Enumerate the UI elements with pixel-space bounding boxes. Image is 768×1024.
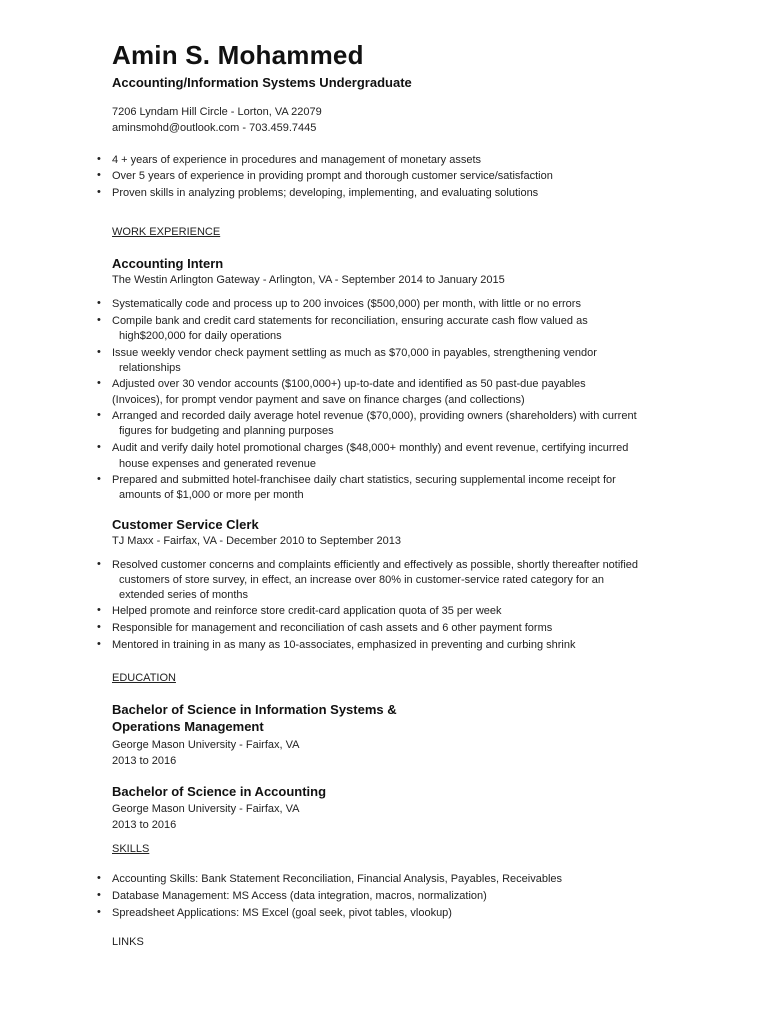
bullet-icon: • xyxy=(97,604,101,616)
education-years: 2013 to 2016 xyxy=(112,755,177,767)
job-bullet-continuation: amounts of $1,000 or more per month xyxy=(119,489,304,501)
school-line: George Mason University - Fairfax, VA xyxy=(112,739,300,751)
bullet-icon: • xyxy=(97,638,101,650)
bullet-icon: • xyxy=(97,558,101,570)
bullet-icon: • xyxy=(97,906,101,918)
bullet-icon: • xyxy=(97,409,101,421)
job-bullet: Helped promote and reinforce store credit-card application quota of 35 per week xyxy=(112,605,502,617)
bullet-icon: • xyxy=(97,377,101,389)
job-bullet-continuation: extended series of months xyxy=(119,589,249,601)
school-line: George Mason University - Fairfax, VA xyxy=(112,803,300,815)
degree-title: Bachelor of Science in Information Systems & xyxy=(112,702,397,717)
job-bullet-continuation: high$200,000 for daily operations xyxy=(119,330,282,342)
skill-item: Spreadsheet Applications: MS Excel (goal seek, pivot tables, vlookup) xyxy=(112,907,452,919)
summary-item: Proven skills in analyzing problems; developing, implementing, and evaluating solutions xyxy=(112,187,539,199)
bullet-icon: • xyxy=(97,153,101,165)
job-bullet: Mentored in training in as many as 10-associates, emphasized in preventing and curbing shrink xyxy=(112,639,576,651)
skill-item: Database Management: MS Access (data integration, macros, normalization) xyxy=(112,890,487,902)
bullet-icon: • xyxy=(97,441,101,453)
address-line: 7206 Lyndam Hill Circle - Lorton, VA 22079 xyxy=(112,106,322,118)
job-bullet-continuation: house expenses and generated revenue xyxy=(119,458,316,470)
job-bullet: Responsible for management and reconciliation of cash assets and 6 other payment forms xyxy=(112,622,553,634)
job-bullet: Audit and verify daily hotel promotional charges ($48,000+ monthly) and event revenue, certifying incurred xyxy=(112,442,629,454)
job-bullet-continuation: (Invoices), for prompt vendor payment and save on finance charges (and collections) xyxy=(112,394,525,406)
job-bullet: Arranged and recorded daily average hotel revenue ($70,000), providing owners (shareholders) with current xyxy=(112,410,637,422)
summary-item: Over 5 years of experience in providing prompt and thorough customer service/satisfaction xyxy=(112,170,553,182)
job-bullet: Adjusted over 30 vendor accounts ($100,000+) up-to-date and identified as 50 past-due payables xyxy=(112,378,586,390)
job-bullet: Resolved customer concerns and complaints efficiently and effectively as possible, shortly thereafter notified xyxy=(112,559,639,571)
job-bullet-continuation: figures for budgeting and planning purposes xyxy=(119,425,334,437)
job-bullet: Prepared and submitted hotel-franchisee daily chart statistics, securing supplemental income receipt for xyxy=(112,474,616,486)
work-experience-heading: WORK EXPERIENCE xyxy=(112,226,221,238)
bullet-icon: • xyxy=(97,473,101,485)
skills-heading: SKILLS xyxy=(112,843,150,855)
job-title: Customer Service Clerk xyxy=(112,517,259,532)
bullet-icon: • xyxy=(97,186,101,198)
bullet-icon: • xyxy=(97,346,101,358)
summary-item: 4 + years of experience in procedures and management of monetary assets xyxy=(112,154,482,166)
candidate-subtitle: Accounting/Information Systems Undergraduate xyxy=(112,75,412,90)
education-years: 2013 to 2016 xyxy=(112,819,177,831)
education-heading: EDUCATION xyxy=(112,672,176,684)
job-bullet-continuation: customers of store survey, in effect, an increase over 80% in customer-service rated category for an xyxy=(119,574,605,586)
job-bullet: Issue weekly vendor check payment settling as much as $70,000 in payables, strengthening vendor xyxy=(112,347,597,359)
contact-line: aminsmohd@outlook.com - 703.459.7445 xyxy=(112,122,317,134)
bullet-icon: • xyxy=(97,297,101,309)
job-bullet: Systematically code and process up to 200 invoices ($500,000) per month, with little or no errors xyxy=(112,298,581,310)
degree-title: Bachelor of Science in Accounting xyxy=(112,784,327,799)
job-title: Accounting Intern xyxy=(112,256,224,271)
bullet-icon: • xyxy=(97,872,101,884)
bullet-icon: • xyxy=(97,314,101,326)
degree-title-continuation: Operations Management xyxy=(112,719,264,734)
bullet-icon: • xyxy=(97,889,101,901)
bullet-icon: • xyxy=(97,621,101,633)
job-meta: The Westin Arlington Gateway - Arlington, VA - September 2014 to January 2015 xyxy=(112,274,505,286)
skill-item: Accounting Skills: Bank Statement Reconciliation, Financial Analysis, Payables, Receivables xyxy=(112,873,563,885)
candidate-name: Amin S. Mohammed xyxy=(112,40,364,70)
bullet-icon: • xyxy=(97,169,101,181)
links-heading: LINKS xyxy=(112,936,144,948)
job-bullet: Compile bank and credit card statements for reconciliation, ensuring accurate cash flow valued as xyxy=(112,315,588,327)
job-meta: TJ Maxx - Fairfax, VA - December 2010 to September 2013 xyxy=(112,535,401,547)
job-bullet-continuation: relationships xyxy=(119,362,181,374)
